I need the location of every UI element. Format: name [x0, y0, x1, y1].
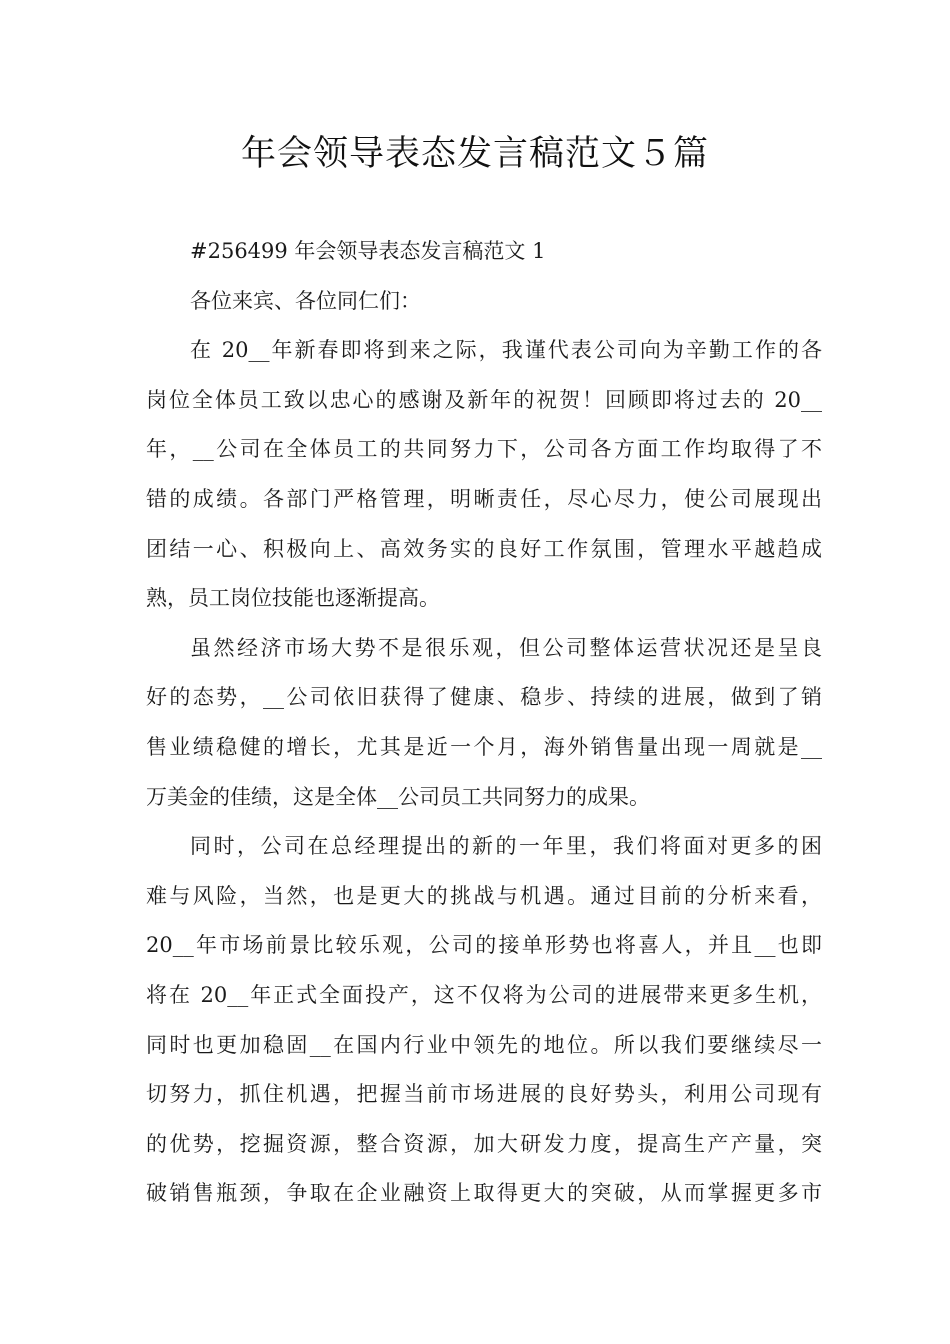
salutation-line: 各位来宾、各位同仁们：	[190, 288, 421, 313]
paragraph-2-line-2: 好的态势，__公司依旧获得了健康、稳步、持续的进展，做到了销	[146, 685, 822, 710]
paragraph-3-line-6: 切努力，抓住机遇，把握当前市场进展的良好势头，利用公司现有	[146, 1082, 822, 1107]
paragraph-3-line-4: 将在 20__年正式全面投产，这不仅将为公司的进展带来更多生机，	[146, 982, 822, 1007]
paragraph-2-line-3: 售业绩稳健的增长，尤其是近一个月，海外销售量出现一周就是__	[146, 734, 822, 759]
paragraph-3-line-3: 20__年市场前景比较乐观，公司的接单形势也将喜人，并且__也即	[146, 933, 822, 958]
paragraph-2-line-1: 虽然经济市场大势不是很乐观，但公司整体运营状况还是呈良	[190, 635, 822, 660]
paragraph-3-line-7: 的优势，挖掘资源，整合资源，加大研发力度，提高生产产量，突	[146, 1131, 822, 1156]
document-body	[146, 227, 822, 1219]
paragraph-3-line-5: 同时也更加稳固__在国内行业中领先的地位。所以我们要继续尽一	[146, 1032, 822, 1057]
paragraph-1-line-2: 岗位全体员工致以忠心的感谢及新年的祝贺！回顾即将过去的 20__	[146, 387, 822, 412]
document-title: 年会领导表态发言稿范文５篇	[240, 134, 709, 174]
paragraph-3-line-8: 破销售瓶颈，争取在企业融资上取得更大的突破，从而掌握更多市	[146, 1181, 822, 1206]
paragraph-1-line-3: 年，__公司在全体员工的共同努力下，公司各方面工作均取得了不	[146, 437, 822, 462]
paragraph-1-line-5: 团结一心、积极向上、高效务实的良好工作氛围，管理水平越趋成	[146, 536, 822, 561]
section-heading: #256499 年会领导表态发言稿范文 1	[190, 239, 546, 263]
paragraph-1-line-1: 在 20__年新春即将到来之际，我谨代表公司向为辛勤工作的各	[190, 338, 822, 363]
paragraph-2-line-4: 万美金的佳绩，这是全体__公司员工共同努力的成果。	[146, 784, 650, 809]
paragraph-1-line-4: 错的成绩。各部门严格管理，明晰责任，尽心尽力，使公司展现出	[146, 486, 822, 511]
paragraph-3-line-2: 难与风险，当然，也是更大的挑战与机遇。通过目前的分析来看，	[146, 883, 822, 908]
paragraph-3-line-1: 同时，公司在总经理提出的新的一年里，我们将面对更多的困	[190, 834, 822, 859]
paragraph-1-line-6: 熟，员工岗位技能也逐渐提高。	[146, 586, 440, 611]
